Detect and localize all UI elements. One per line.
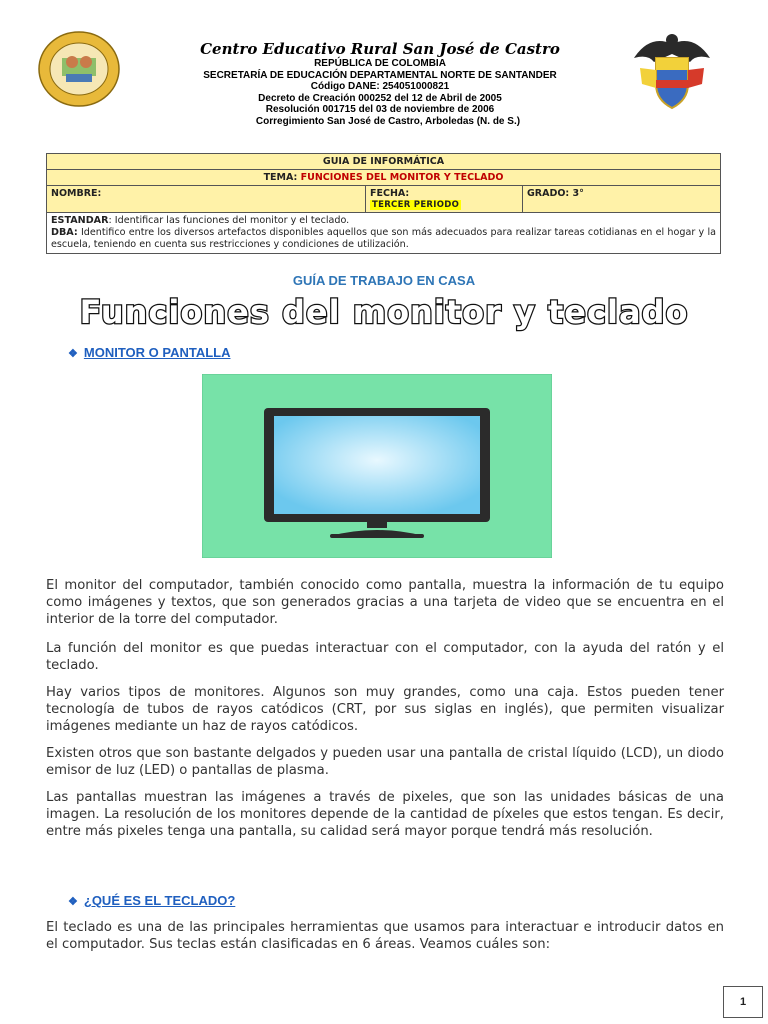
- header-line: SECRETARÍA DE EDUCACIÓN DEPARTAMENTAL NORTE DE SANTANDER: [203, 69, 557, 81]
- guide-title-cell: GUIA DE INFORMÁTICA: [47, 154, 721, 170]
- monitor-illustration: [202, 374, 552, 558]
- nombre-cell: [47, 186, 366, 213]
- tema-value: FUNCIONES DEL MONITOR Y TECLADO: [300, 172, 504, 183]
- paragraph-monitor-function: La función del monitor es que puedas interactuar con el computador, con la ayuda del ratón y el teclado.: [46, 641, 724, 673]
- paragraph-monitor-pixels: Las pantallas muestran las imágenes a través de pixeles, que son las unidades básicas de una imagen. La resolución de los monitores depende de la cantidad de píxeles que estos tengan. Es decir, entre más pixeles tenga una pantalla, su calidad será mayor porque tendrá más resolución.: [46, 790, 724, 839]
- header-line: Código DANE: 254051000821: [310, 81, 450, 92]
- header-line: REPÚBLICA DE COLOMBIA: [314, 58, 446, 69]
- section-teclado-label: ¿QUÉ ES EL TECLADO?: [83, 893, 236, 908]
- page-title: Funciones del monitor y teclado: [79, 293, 689, 331]
- page-number: 1: [723, 986, 763, 1018]
- header-line: Decreto de Creación 000252 del 12 de Abril de 2005: [258, 92, 502, 104]
- paragraph-monitor-thin: Existen otros que son bastante delgados y pueden usar una pantalla de cristal líquido (LCD), un diodo emisor de luz (LED) o pantallas de plasma.: [46, 746, 724, 778]
- fecha-cell: [366, 186, 523, 213]
- school-name: Centro Educativo Rural San José de Castro: [200, 40, 560, 58]
- estandar-text: : Identificar las funciones del monitor y el teclado.: [108, 215, 350, 226]
- guide-info-table: [46, 153, 721, 254]
- page-header: [0, 0, 768, 140]
- tema-cell: [47, 170, 721, 186]
- coat-of-arms-logo: [630, 28, 714, 114]
- section-teclado[interactable]: [68, 893, 235, 908]
- diamond-bullet-icon: ❖: [68, 896, 78, 908]
- dba-label: DBA:: [51, 227, 78, 238]
- fecha-label: FECHA:: [370, 188, 410, 199]
- header-line: Resolución 001715 del 03 de noviembre de 2006: [265, 104, 495, 115]
- estandar-dba-cell: [47, 213, 721, 254]
- paragraph-teclado-intro: El teclado es una de las principales herramientas que usamos para interactuar e introducir datos en el computador. Sus teclas están clasificadas en 6 áreas. Veamos cuáles son:: [46, 920, 724, 952]
- section-monitor[interactable]: [68, 345, 230, 360]
- nombre-label: NOMBRE:: [51, 188, 102, 199]
- header-line: Corregimiento San José de Castro, Arboledas (N. de S.): [255, 115, 521, 127]
- page-subtitle: GUÍA DE TRABAJO EN CASA: [292, 273, 476, 288]
- fecha-value: TERCER PERIODO: [372, 200, 460, 210]
- paragraph-monitor-types: Hay varios tipos de monitores. Algunos son muy grandes, como una caja. Estos pueden tener tecnología de tubos de rayos catódicos (CRT, por sus siglas en inglés), que permiten visualizar imágenes mediante un haz de rayos catódicos.: [46, 685, 724, 734]
- section-monitor-label: MONITOR O PANTALLA: [83, 345, 231, 360]
- tema-label: TEMA:: [263, 172, 298, 183]
- estandar-label: ESTANDAR: [51, 215, 109, 226]
- school-seal-logo: [38, 30, 120, 108]
- dba-text: Identifico entre los diversos artefactos disponibles aquellos que son más adecuados para realizar tareas cotidianas en el hogar y la escuela, teniendo en cuenta sus restricciones y condiciones de utilización.: [51, 227, 716, 250]
- paragraph-monitor-intro: El monitor del computador, también conocido como pantalla, muestra la información de tu equipo como imágenes y textos, que son generados gracias a una tarjeta de video que se encuentra en el interior de la torre del computador.: [46, 578, 724, 627]
- grado-cell: GRADO: 3°: [523, 186, 721, 213]
- diamond-bullet-icon: ❖: [68, 348, 78, 360]
